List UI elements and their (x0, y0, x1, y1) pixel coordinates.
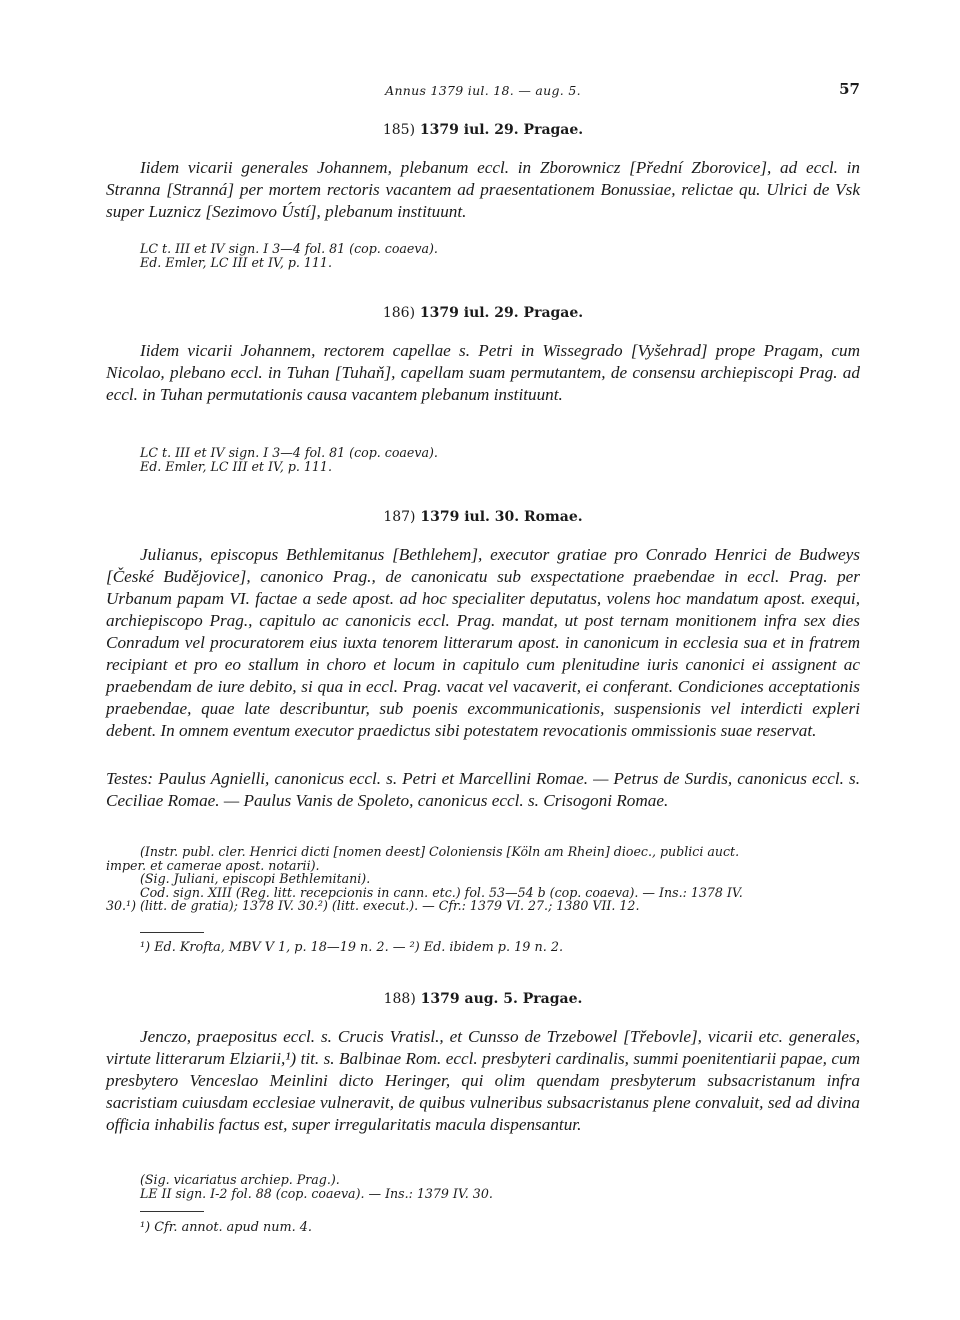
entry-text-185: Iidem vicarii generales Johannem, plebanum eccl. in Zborownicz [Přední Zborovice], ad eccl. in Stranna [Stranná] per mortem rectoris vacantem ad praesentationem Bonussiae, relictae qu. Ulrici de Vsk super Luznicz [Sezimovo Ústí], plebanum instituunt. (106, 158, 860, 221)
source-note: LC t. III et IV sign. I 3—4 fol. 81 (cop. coaeva). (140, 241, 438, 256)
entry-text-188: Jenczo, praepositus eccl. s. Crucis Vratisl., et Cunsso de Trzebowel [Třebovle], vicarii etc. generales, virtute litterarum Elziarii,¹) tit. s. Balbinae Rom. eccl. presbyteri cardinalis, summi poenitentiarii papae, cum presbytero Venceslao Meinlini dicto Heringer, qui olim quendam presbyterum subsacristanum infra sacristiam cuiusdam ecclesiae vulneravit, de quibus vulneribus subsacristanus plene convaluit, sed ad divina officia inhabilis factus est, super irregularitatis macula dispensantur. (106, 1027, 860, 1134)
entry-date-place: 1379 iul. 29. Pragae. (419, 122, 584, 138)
running-head (106, 80, 860, 103)
source-note: LE II sign. I-2 fol. 88 (cop. coaeva). — Ins.: 1379 IV. 30. (140, 1185, 493, 1201)
edition-note: Ed. Emler, LC III et IV, p. 111. (140, 254, 332, 270)
entry-number: 187) (383, 509, 416, 525)
footnote-rule (140, 1211, 204, 1212)
entry-text-187: Julianus, episcopus Bethlemitanus [Bethlehem], executor gratiae pro Conrado Henrici de Budweys [České Budějovice], canonico Prag., de canonicatu sub exspectatione praebendae in eccl. Prag. per Urbanum papam VI. factae a sede apost. ad hoc specialiter deputatus, volens hoc mandatum apost. exequi, archiepiscopo Prag., capitulo ac canonicis eccl. Prag. mandat, ut post ternam monitionem infra sex dies Conradum vel procuratorem eius iuxta tenorem litterarum apost. in canonicum in ecclesia sua et in fratrem recipiant et pro eo stallum in choro et locum in capitulo cum plenitudine iuris canonici ei assignent ac praebendam de iure debito, si qua in eccl. Prag. vacat vel vacaverit, ei conferant. Condiciones acceptationis praebendae, quae late describuntur, sub poenis excommunicationis, suspensionis vel interdicti expleri debent. In omnem eventum executor praedictus sibi potestatem revocationis ommissionis suae reservat. (106, 545, 860, 740)
entry-notes-186 (106, 446, 860, 473)
entry-date-place: 1379 iul. 30. Romae. (420, 509, 583, 525)
entry-number: 186) (382, 305, 416, 321)
entry-number: 188) (383, 991, 416, 1007)
entry-notes-187 (106, 845, 860, 913)
page-number: 57 (839, 80, 860, 98)
entry-notes-185 (106, 242, 860, 269)
footnote-rule (140, 932, 204, 933)
entry-text-186: Iidem vicarii Johannem, rectorem capellae s. Petri in Wissegrado [Vyšehrad] prope Pragam, cum Nicolao, plebano eccl. in Tuhan [Tuhaň], capellam suam permutantem, de consensu archiepiscopi Prag. ad eccl. in Tuhan permutationis causa vacantem plebanum instituunt. (106, 341, 860, 404)
instrument-note-cont: imper. et camerae apost. notarii). (106, 857, 320, 873)
source-note: LC t. III et IV sign. I 3—4 fol. 81 (cop. coaeva). (140, 445, 438, 460)
entry-date-place: 1379 iul. 29. Pragae. (419, 305, 584, 321)
edition-note: Ed. Emler, LC III et IV, p. 111. (140, 458, 332, 474)
source-note: Cod. sign. XIII (Reg. litt. recepcionis in cann. etc.) fol. 53—54 b (cop. coaeva). — Ins.: 1378 IV. (140, 884, 743, 900)
footnote-188: ¹) Cfr. annot. apud num. 4. (140, 1220, 312, 1235)
footnote-187: ¹) Ed. Krofta, MBV V 1, p. 18—19 n. 2. — ²) Ed. ibidem p. 19 n. 2. (140, 940, 564, 955)
entry-heading-188 (106, 991, 860, 1007)
entry-heading-185 (106, 122, 860, 138)
entry-heading-187 (106, 509, 860, 525)
source-note-cont: 30.¹) (litt. de gratia); 1378 IV. 30.²) (litt. execut.). — Cfr.: 1379 VI. 27.; 1380 VII. 12. (106, 898, 640, 913)
entry-number: 185) (382, 122, 416, 138)
entry-heading-186 (106, 305, 860, 321)
running-title: Annus 1379 iul. 18. — aug. 5. (385, 83, 581, 98)
witnesses-187: Testes: Paulus Agnielli, canonicus eccl. s. Petri et Marcellini Romae. — Petrus de Surdis, canonicus eccl. s. Ceciliae Romae. — Paulus Vanis de Spoleto, canonicus eccl. s. Crisogoni Romae. (106, 769, 860, 810)
seal-note: (Sig. vicariatus archiep. Prag.). (140, 1172, 340, 1187)
entry-notes-188 (106, 1173, 860, 1200)
entry-date-place: 1379 aug. 5. Pragae. (420, 991, 583, 1007)
instrument-note: (Instr. publ. cler. Henrici dicti [nomen deest] Coloniensis [Köln am Rhein] dioec., publici auct. (140, 844, 740, 859)
seal-note: (Sig. Juliani, episcopi Bethlemitani). (140, 871, 371, 886)
